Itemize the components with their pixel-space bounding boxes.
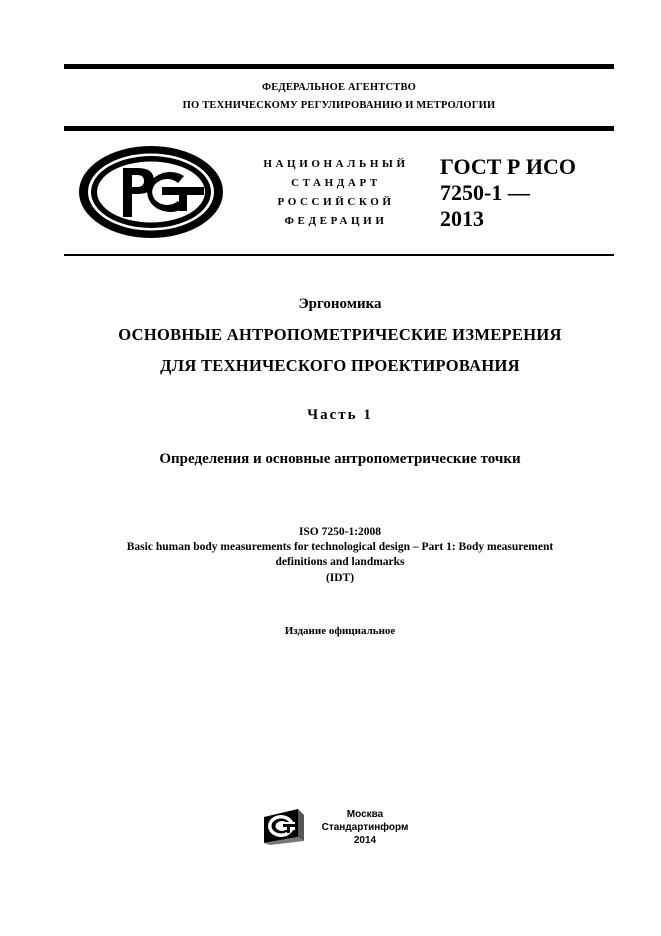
iso-title-line2: definitions and landmarks <box>275 556 405 568</box>
iso-title-line1: Basic human body measurements for technological design – Part 1: Body measurement <box>126 541 554 553</box>
designation-line: 2013 <box>440 206 484 231</box>
standard-type-line: РОССИЙСКОЙ <box>277 196 395 208</box>
iso-number: ISO 7250-1:2008 <box>298 526 382 538</box>
document-title-line2: ДЛЯ ТЕХНИЧЕСКОГО ПРОЕКТИРОВАНИЯ <box>160 356 520 375</box>
standartinform-logo <box>262 807 306 845</box>
part-number: Часть 1 <box>307 407 373 423</box>
designation-line: 7250-1 — <box>440 180 530 205</box>
iso-equivalence: (IDT) <box>325 572 355 584</box>
publication-year: 2014 <box>353 835 377 846</box>
agency-name-line2: ПО ТЕХНИЧЕСКОМУ РЕГУЛИРОВАНИЮ И МЕТРОЛОГИИ <box>182 100 496 111</box>
rst-certification-logo <box>76 144 226 240</box>
standard-type-line: СТАНДАРТ <box>291 177 381 189</box>
standard-type-line: ФЕДЕРАЦИИ <box>284 215 388 227</box>
top-rule <box>64 64 614 69</box>
subject-category: Эргономика <box>298 296 382 312</box>
designation-line: ГОСТ Р ИСО <box>440 154 576 179</box>
publisher-name: Стандартинформ <box>321 822 409 833</box>
standard-designation <box>440 154 576 232</box>
document-title-line1: ОСНОВНЫЕ АНТРОПОМЕТРИЧЕСКИЕ ИЗМЕРЕНИЯ <box>118 325 562 344</box>
part-subtitle: Определения и основные антропометрические точки <box>159 451 521 467</box>
national-standard-block <box>248 155 424 231</box>
publisher-city: Москва <box>346 809 384 820</box>
agency-name-line1: ФЕДЕРАЛЬНОЕ АГЕНТСТВО <box>261 82 417 93</box>
title-rule <box>64 254 614 256</box>
edition-note: Издание официальное <box>284 625 396 637</box>
header-rule <box>64 126 614 131</box>
publisher-block <box>316 808 414 847</box>
standard-type-line: НАЦИОНАЛЬНЫЙ <box>263 158 409 170</box>
